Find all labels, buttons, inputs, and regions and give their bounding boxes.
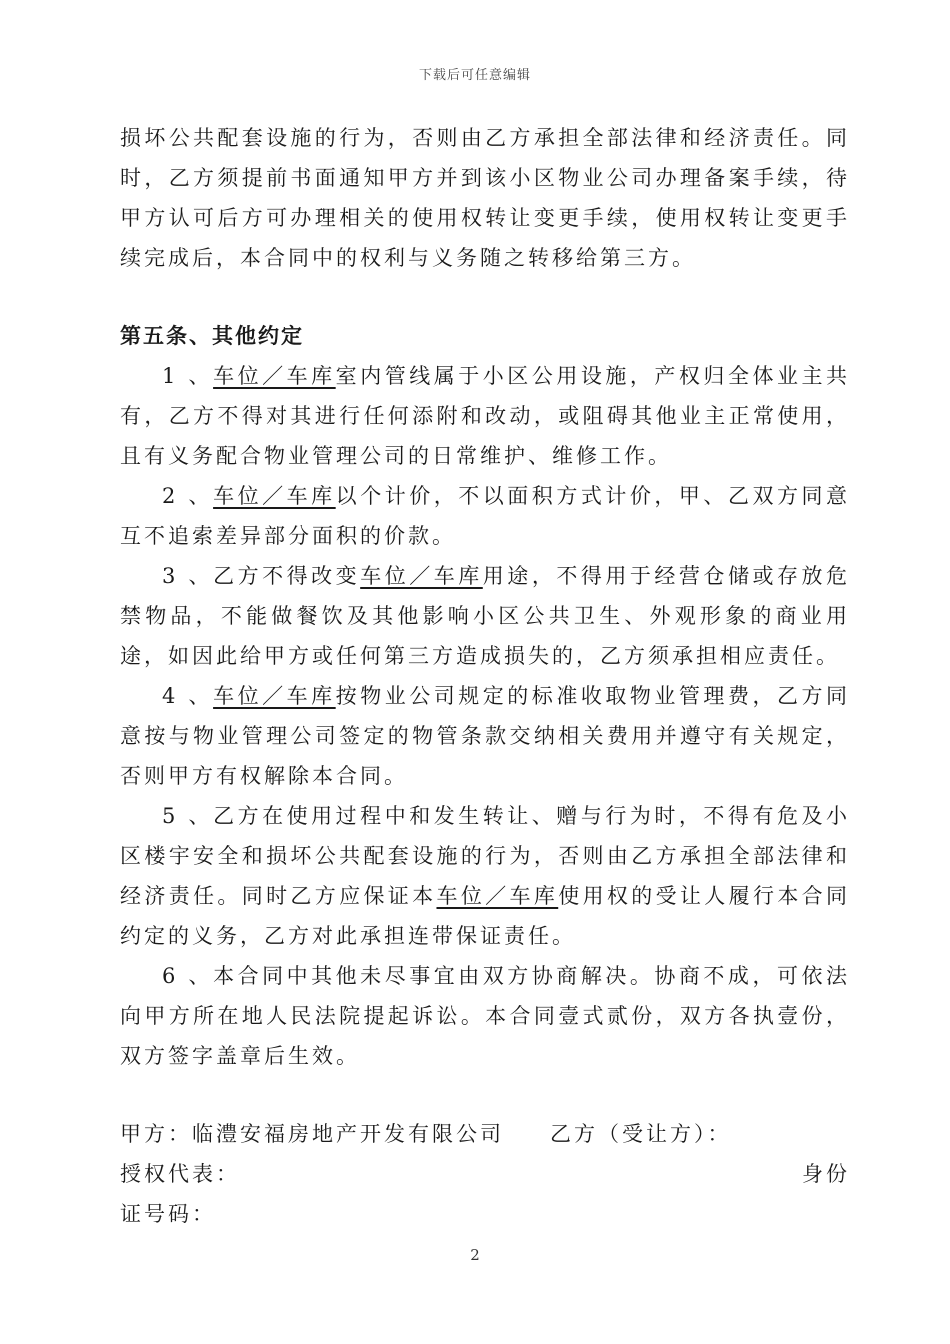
- signature-representative: [120, 1154, 850, 1194]
- party-b-label: 乙方（受让方）：: [550, 1122, 732, 1146]
- document-body: [120, 118, 850, 1234]
- clause-number: 5 、: [162, 804, 214, 828]
- parking-term: 车位／车库: [436, 884, 559, 908]
- id-label-part1: 身份: [802, 1162, 850, 1186]
- party-a-label: 甲方：临澧安福房地产开发有限公司: [120, 1122, 504, 1146]
- page-header: 下载后可任意编辑: [418, 68, 531, 83]
- page-number: 2: [470, 1246, 480, 1264]
- clause-text-post: 以个计价，不以面积方式计价，甲、乙双方同意互不追索差异部分面积的价款。: [120, 484, 851, 548]
- intro-paragraph: 损坏公共配套设施的行为，否则由乙方承担全部法律和经济责任。同时，乙方须提前书面通知甲方并到该小区物业公司办理备案手续，待甲方认可后方可办理相关的使用权转让变更手续，使用权转让变更手续完成后，本合同中的权利与义务随之转移给第三方。: [120, 126, 850, 270]
- clause-text-post: 按物业公司规定的标准收取物业管理费，乙方同意按与物业管理公司签定的物管条款交纳相关费用并遵守有关规定，否则甲方有权解除本合同。: [120, 684, 851, 788]
- clause-item-2: [120, 476, 850, 556]
- clause-text-post: 室内管线属于小区公用设施，产权归全体业主共有，乙方不得对其进行任何添附和改动，或阻碍其他业主正常使用，且有义务配合物业管理公司的日常维护、维修工作。: [120, 364, 851, 468]
- clause-number: 2 、: [162, 484, 214, 508]
- clause-item-1: [120, 356, 850, 476]
- clause-item-6: [120, 956, 850, 1076]
- clause-item-3: [120, 556, 850, 676]
- id-label-part2: 证号码：: [120, 1202, 216, 1226]
- clause-item-5: [120, 796, 850, 956]
- clause-text-pre: 乙方不得改变: [213, 564, 361, 588]
- clause-text-pre: 乙方在使用过程中和发生转让、赠与行为时，不得有危及小区楼宇安全和损坏公共配套设施的行为，否则由乙方承担全部法律和经济责任。同时乙方应保证本: [120, 804, 850, 908]
- parking-term: 车位／车库: [213, 364, 336, 388]
- clause-number: 1 、: [162, 364, 214, 388]
- representative-label: 授权代表：: [120, 1162, 240, 1186]
- clause-text-pre: 本合同中其他未尽事宜由双方协商解决。协商不成，可依法向甲方所在地人民法院提起诉讼。本合同壹式贰份，双方各执壹份，双方签字盖章后生效。: [120, 964, 850, 1068]
- section-title: 第五条、其他约定: [120, 323, 304, 348]
- clause-list: [120, 356, 850, 1076]
- clause-number: 6 、: [162, 964, 214, 988]
- signature-parties: [120, 1114, 850, 1154]
- parking-term: 车位／车库: [360, 564, 483, 588]
- signature-id-row: [120, 1194, 850, 1234]
- parking-term: 车位／车库: [213, 684, 336, 708]
- parking-term: 车位／车库: [213, 484, 336, 508]
- clause-number: 3 、: [162, 564, 214, 588]
- clause-item-4: [120, 676, 850, 796]
- clause-text-post: 使用权的受让人履行本合同约定的义务，乙方对此承担连带保证责任。: [120, 884, 851, 948]
- clause-number: 4 、: [162, 684, 214, 708]
- clause-text-post: 用途，不得用于经营仓储或存放危禁物品，不能做餐饮及其他影响小区公共卫生、外观形象的商业用途，如因此给甲方或任何第三方造成损失的，乙方须承担相应责任。: [120, 564, 851, 668]
